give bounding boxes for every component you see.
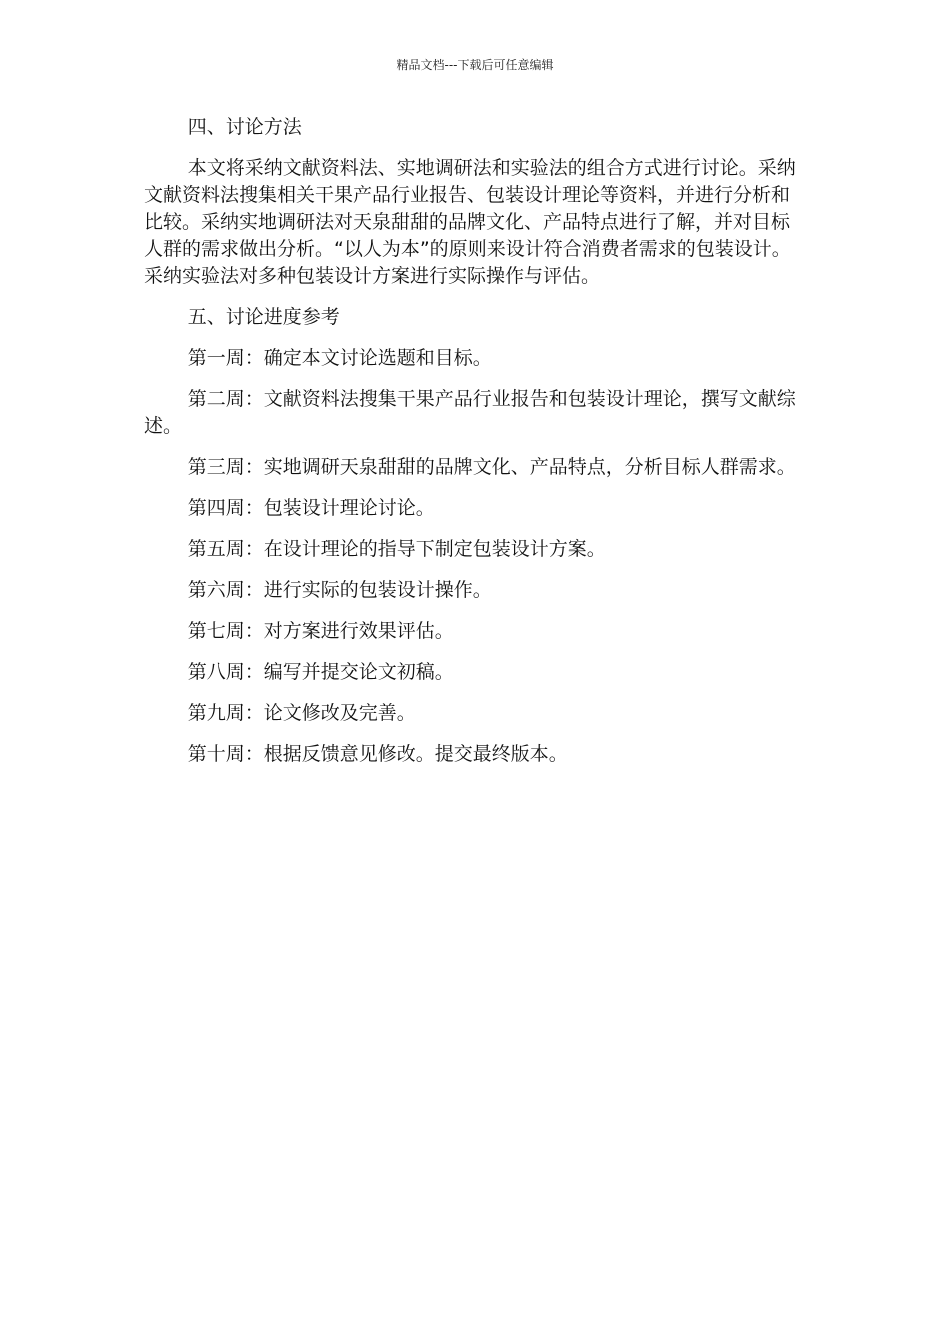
schedule-week-3: 第三周：实地调研天泉甜甜的品牌文化、产品特点，分析目标人群需求。 — [187, 456, 796, 478]
schedule-week-10: 第十周：根据反馈意见修改。提交最终版本。 — [187, 743, 568, 765]
methods-paragraph: 本文将采纳文献资料法、实地调研法和实验法的组合方式进行讨论。采纳文献资料法搜集相关干果产品行业报告、包装设计理论等资料，并进行分析和比较。采纳实地调研法对天泉甜甜的品牌文化、产品特点进行了解，并对目标人群的需求做出分析。“以人为本”的原则来设计符合消费者需求的包装设计。采纳实验法对多种包装设计方案进行实际操作与评估。 — [144, 157, 796, 287]
section-heading-schedule: 五、讨论进度参考 — [187, 306, 340, 328]
page-header: 精品文档---下载后可任意编辑 — [396, 58, 554, 72]
schedule-week-5: 第五周：在设计理论的指导下制定包装设计方案。 — [187, 538, 606, 560]
schedule-week-8: 第八周：编写并提交论文初稿。 — [187, 661, 454, 683]
schedule-week-2: 第二周：文献资料法搜集干果产品行业报告和包装设计理论，撰写文献综述。 — [144, 388, 796, 437]
schedule-week-9: 第九周：论文修改及完善。 — [187, 702, 416, 724]
schedule-week-7: 第七周：对方案进行效果评估。 — [187, 620, 454, 642]
schedule-week-6: 第六周：进行实际的包装设计操作。 — [187, 579, 492, 601]
schedule-week-1: 第一周：确定本文讨论选题和目标。 — [187, 347, 492, 369]
section-heading-methods: 四、讨论方法 — [187, 116, 302, 138]
document-body — [144, 114, 808, 782]
schedule-week-4: 第四周：包装设计理论讨论。 — [187, 497, 435, 519]
